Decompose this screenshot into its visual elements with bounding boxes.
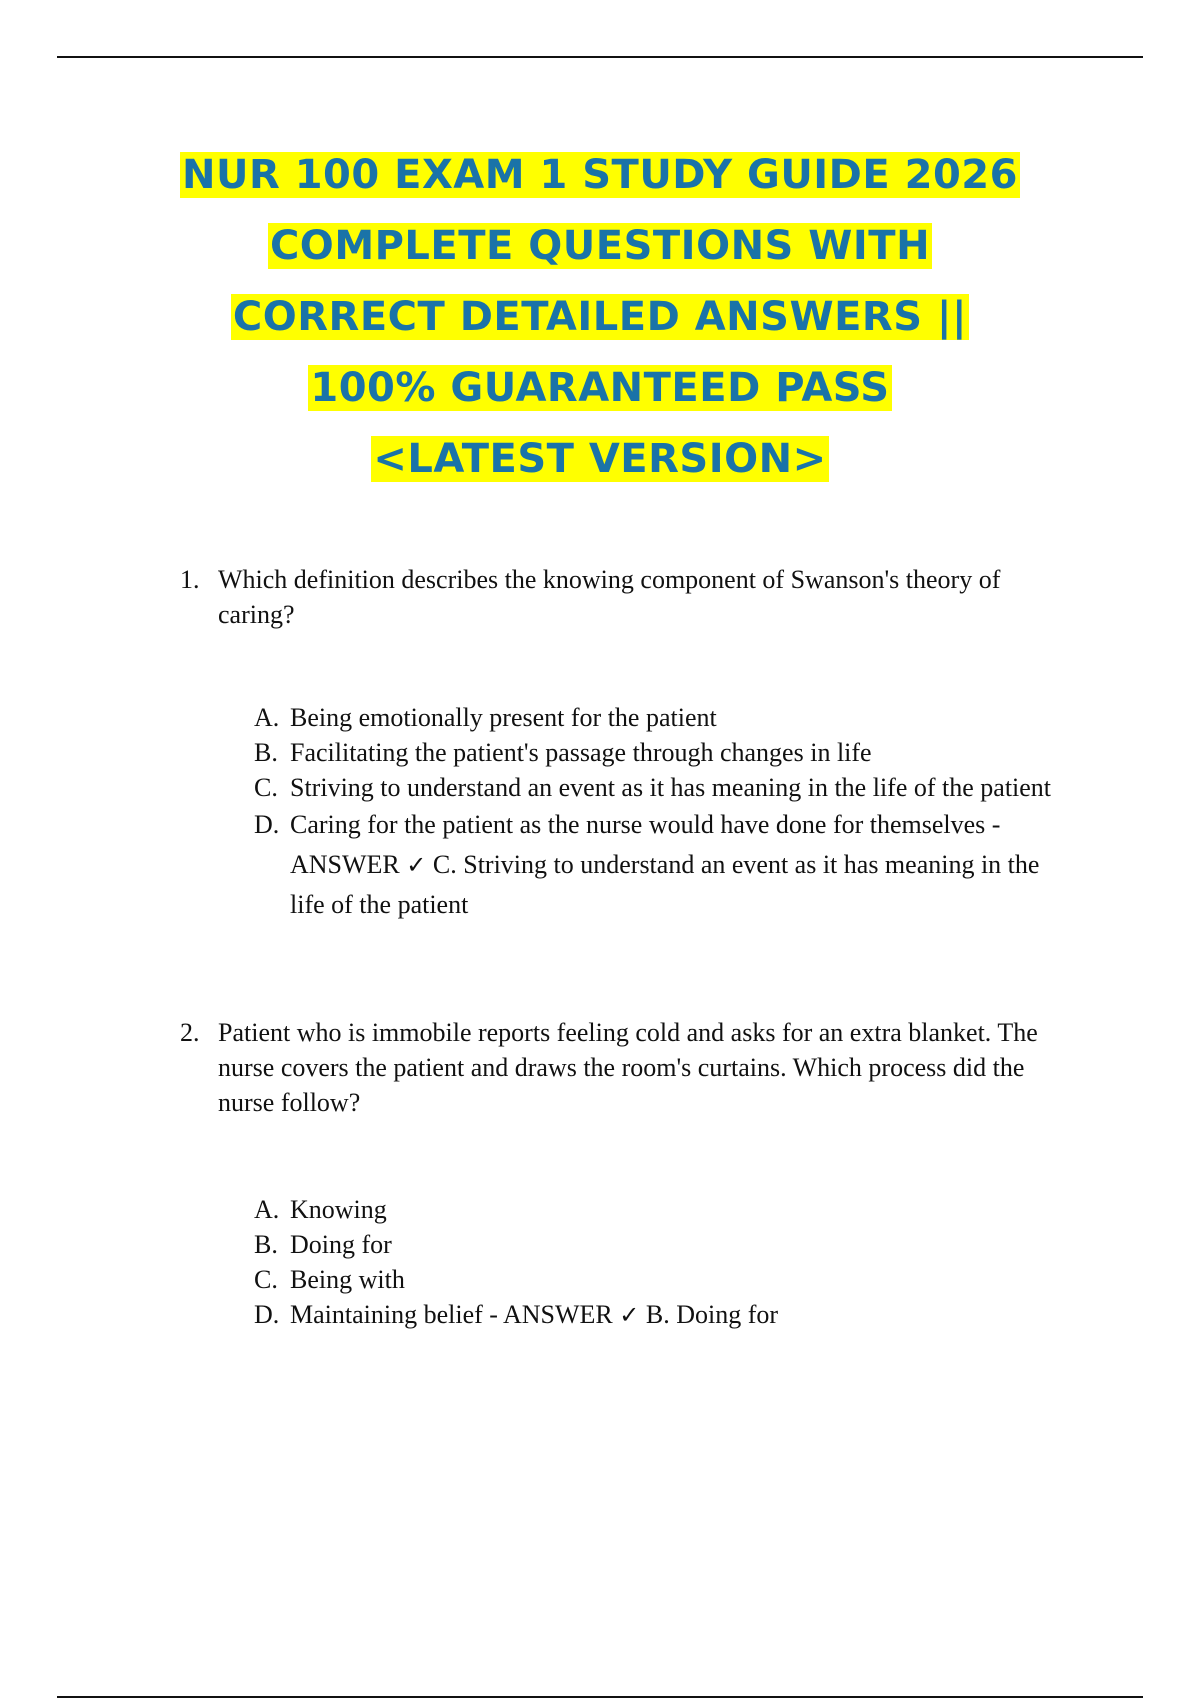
bottom-rule [57, 1696, 1143, 1698]
question-2-number: 2. [180, 1018, 200, 1047]
question-1-text: Which definition describes the knowing component of Swanson's theory of caring? [218, 565, 1001, 629]
title-line-5 [0, 428, 1200, 499]
title-line-4-text: 100% GUARANTEED PASS [310, 365, 890, 411]
option-letter: B. [254, 738, 278, 767]
document-title [0, 144, 1200, 499]
question-2-option-b [254, 1227, 1074, 1262]
option-text: Doing for [290, 1230, 392, 1259]
title-line-1-text: NUR 100 EXAM 1 STUDY GUIDE 2026 [182, 152, 1018, 198]
option-text: Caring for the patient as the nurse would have done for themselves - ANSWER [290, 810, 1001, 879]
title-line-2-text: COMPLETE QUESTIONS WITH [269, 223, 931, 269]
question-2-option-c [254, 1262, 1074, 1297]
question-1 [180, 562, 1080, 632]
checkmark-icon: ✓ [406, 851, 427, 879]
option-letter: D. [254, 810, 280, 839]
question-1-number: 1. [180, 565, 200, 594]
question-1-option-c [254, 770, 1074, 805]
title-line-5-text: <LATEST VERSION> [373, 436, 827, 482]
option-letter: D. [254, 1300, 280, 1329]
question-2-option-a [254, 1192, 1074, 1227]
title-line-3-text: CORRECT DETAILED ANSWERS || [232, 294, 968, 340]
question-1-answer: C. Striving to understand an event as it has meaning in the life of the patient [290, 850, 1040, 919]
title-line-1 [0, 144, 1200, 215]
question-1-option-d [254, 805, 1074, 925]
option-letter: A. [254, 703, 280, 732]
option-text: Being emotionally present for the patient [290, 703, 717, 732]
title-line-4 [0, 357, 1200, 428]
top-rule [57, 56, 1143, 58]
option-text: Knowing [290, 1195, 387, 1224]
title-line-3 [0, 286, 1200, 357]
question-2-text: Patient who is immobile reports feeling cold and asks for an extra blanket. The nurse covers the patient and draws the room's curtains. Which process did the nurse follow? [218, 1018, 1038, 1117]
question-2-options [254, 1192, 1074, 1333]
option-text: Being with [290, 1265, 405, 1294]
option-letter: A. [254, 1195, 280, 1224]
question-1-options [254, 700, 1074, 925]
option-text: Maintaining belief - ANSWER [290, 1300, 613, 1329]
option-letter: B. [254, 1230, 278, 1259]
question-2 [180, 1015, 1080, 1120]
question-1-option-b [254, 735, 1074, 770]
option-text: Striving to understand an event as it has meaning in the life of the patient [290, 773, 1052, 802]
question-2-answer: B. Doing for [645, 1300, 779, 1329]
question-1-option-a [254, 700, 1074, 735]
title-line-2 [0, 215, 1200, 286]
option-text: Facilitating the patient's passage through changes in life [290, 738, 872, 767]
option-letter: C. [254, 1265, 278, 1294]
question-2-option-d [254, 1297, 1074, 1333]
option-letter: C. [254, 773, 278, 802]
checkmark-icon: ✓ [619, 1301, 640, 1329]
